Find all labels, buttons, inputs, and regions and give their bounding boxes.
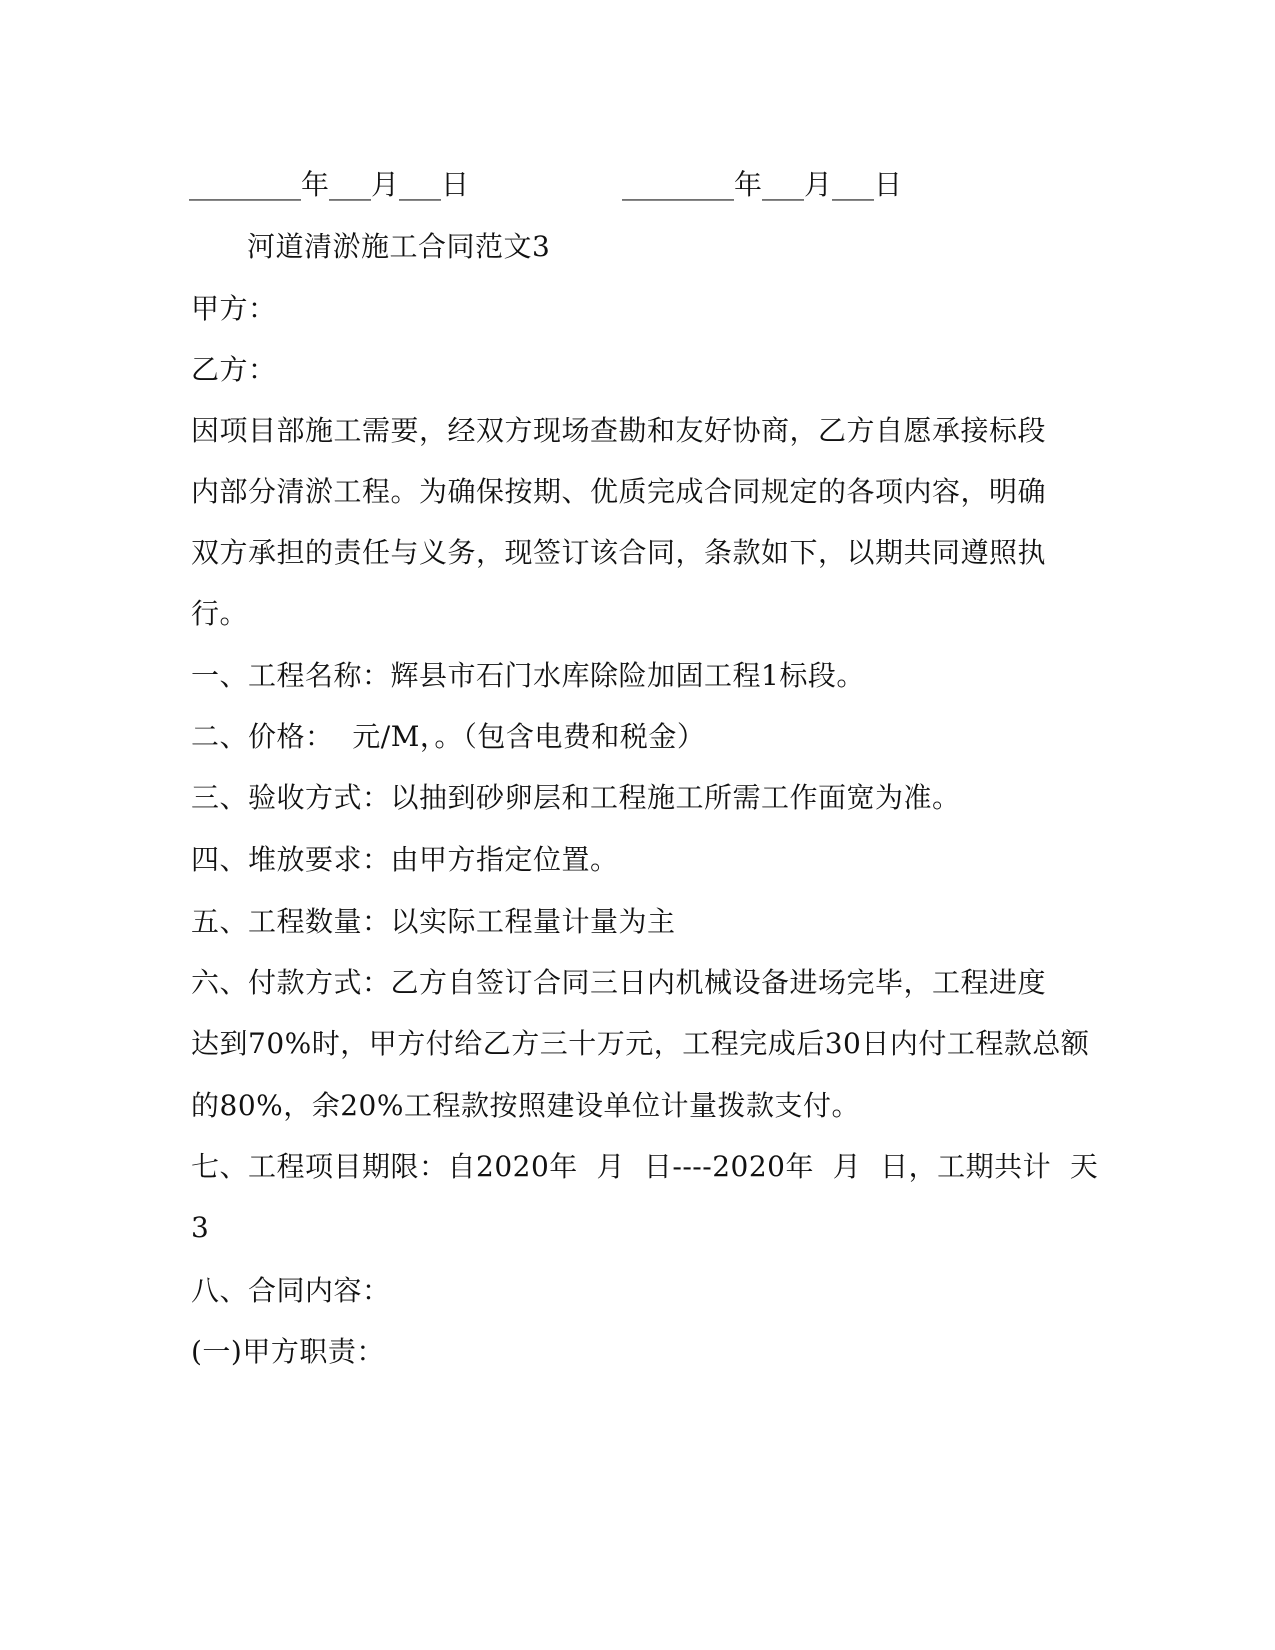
clause-duration-line: 3 (191, 1211, 210, 1244)
clause-stockpile: 四、堆放要求：由甲方指定位置。 (191, 843, 619, 876)
clause-payment-line: 达到70%时，甲方付给乙方三十万元，工程完成后30日内付工程款总额 (191, 1027, 1090, 1060)
signature-date-right: ________年___月___日 (622, 168, 903, 201)
party-a-label: 甲方： (191, 292, 277, 325)
intro-paragraph-line: 双方承担的责任与义务，现签订该合同，条款如下，以期共同遵照执 (191, 536, 1047, 569)
intro-paragraph-line: 因项目部施工需要，经双方现场查勘和友好协商，乙方自愿承接标段 (191, 414, 1047, 447)
clause-project-name: 一、工程名称：辉县市石门水库除险加固工程1标段。 (191, 659, 865, 692)
clause-payment-line: 的80%，余20%工程款按照建设单位计量拨款支付。 (191, 1089, 860, 1122)
clause-duration-line: 七、工程项目期限：自2020年 月 日----2020年 月 日，工期共计 天 (191, 1150, 1099, 1183)
party-b-label: 乙方： (191, 353, 277, 386)
clause-party-a-duties: (一)甲方职责： (191, 1335, 385, 1368)
clause-price: 二、价格： 元/M，。（包含电费和税金） (191, 720, 706, 753)
intro-paragraph-line: 行。 (191, 597, 249, 630)
intro-paragraph-line: 内部分清淤工程。为确保按期、优质完成合同规定的各项内容，明确 (191, 475, 1047, 508)
clause-contract-content: 八、合同内容： (191, 1274, 391, 1307)
document-title: 河道清淤施工合同范文3 (247, 230, 551, 263)
signature-date-left: ________年___月___日 (189, 168, 470, 201)
clause-acceptance: 三、验收方式：以抽到砂卵层和工程施工所需工作面宽为准。 (191, 781, 961, 814)
clause-payment-line: 六、付款方式：乙方自签订合同三日内机械设备进场完毕，工程进度 (191, 966, 1047, 999)
clause-quantity: 五、工程数量：以实际工程量计量为主 (191, 905, 676, 938)
